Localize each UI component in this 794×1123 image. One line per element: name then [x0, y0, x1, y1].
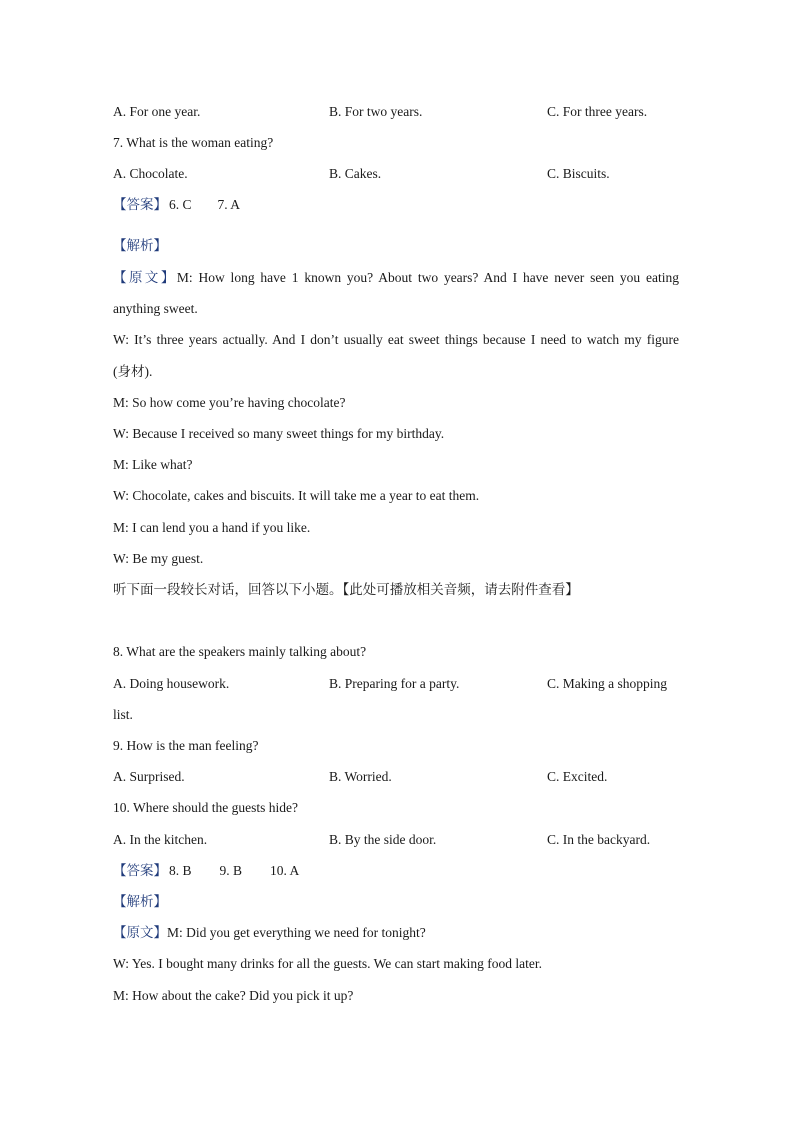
- q10-option-a: A. In the kitchen.: [113, 832, 208, 847]
- transcript-tag: 【原文】: [113, 925, 167, 941]
- transcript-1-line-1: [113, 270, 679, 286]
- answer-block-2: [113, 863, 299, 879]
- transcript-1-line-1-cont: anything sweet.: [113, 301, 198, 316]
- answer-tag: 【答案】: [113, 197, 167, 213]
- q9-option-a: A. Surprised.: [113, 769, 185, 784]
- q8-option-c: C. Making a shopping: [547, 676, 667, 691]
- q7-option-c: C. Biscuits.: [547, 166, 610, 181]
- transcript-2-line: M: How about the cake? Did you pick it up?: [113, 988, 354, 1003]
- q10-option-c: C. In the backyard.: [547, 832, 651, 847]
- transcript-2-line-1: [113, 925, 426, 941]
- transcript-1-line-2: W: It’s three years actually. And I don’t usually eat sweet things because I need to watch my figure: [113, 332, 679, 347]
- answer-item: 9. B: [219, 863, 243, 878]
- answer-item: 7. A: [217, 197, 241, 212]
- transcript-tag: 【原文】: [113, 270, 177, 286]
- transcript-1-line: M: So how come you’re having chocolate?: [113, 395, 346, 410]
- q9-option-c: C. Excited.: [547, 769, 608, 784]
- analysis-tag-2: 【解析】: [113, 894, 167, 910]
- q6-option-c: C. For three years.: [547, 104, 648, 119]
- answer-item: 6. C: [169, 197, 192, 212]
- answer-item: 8. B: [169, 863, 192, 878]
- answer-item: 10. A: [270, 863, 300, 878]
- q9-question: 9. How is the man feeling?: [113, 738, 259, 753]
- q9-option-b: B. Worried.: [329, 769, 392, 784]
- transcript-1-line: M: I can lend you a hand if you like.: [113, 520, 311, 535]
- q10-question: 10. Where should the guests hide?: [113, 800, 298, 815]
- answer-tag: 【答案】: [113, 863, 167, 879]
- analysis-tag-1: 【解析】: [113, 238, 167, 254]
- q8-option-c-wrap: list.: [113, 707, 133, 722]
- transcript-1-line: W: Chocolate, cakes and biscuits. It will take me a year to eat them.: [113, 488, 480, 503]
- transcript-1-line-2-cont: (身材).: [113, 364, 153, 379]
- q8-option-a: A. Doing housework.: [113, 676, 230, 691]
- transcript-1-line: M: Like what?: [113, 457, 193, 472]
- q7-question: 7. What is the woman eating?: [113, 135, 274, 150]
- transcript-1-line: W: Be my guest.: [113, 551, 204, 566]
- q10-option-b: B. By the side door.: [329, 832, 437, 847]
- q6-option-b: B. For two years.: [329, 104, 423, 119]
- q7-option-b: B. Cakes.: [329, 166, 382, 181]
- transcript-2-line: W: Yes. I bought many drinks for all the guests. We can start making food later.: [113, 956, 542, 971]
- answer-block-1: [113, 197, 240, 213]
- q6-option-a: A. For one year.: [113, 104, 201, 119]
- transcript-1-line: W: Because I received so many sweet things for my birthday.: [113, 426, 445, 441]
- listening-instruction: 听下面一段较长对话，回答以下小题。【此处可播放相关音频，请去附件查看】: [113, 582, 579, 598]
- q8-question: 8. What are the speakers mainly talking about?: [113, 644, 367, 659]
- transcript-text: M: Did you get everything we need for tonight?: [167, 925, 426, 940]
- q8-option-b: B. Preparing for a party.: [329, 676, 460, 691]
- q7-option-a: A. Chocolate.: [113, 166, 188, 181]
- transcript-text: M: How long have 1 known you? About two years? And I have never seen you eating: [176, 270, 679, 285]
